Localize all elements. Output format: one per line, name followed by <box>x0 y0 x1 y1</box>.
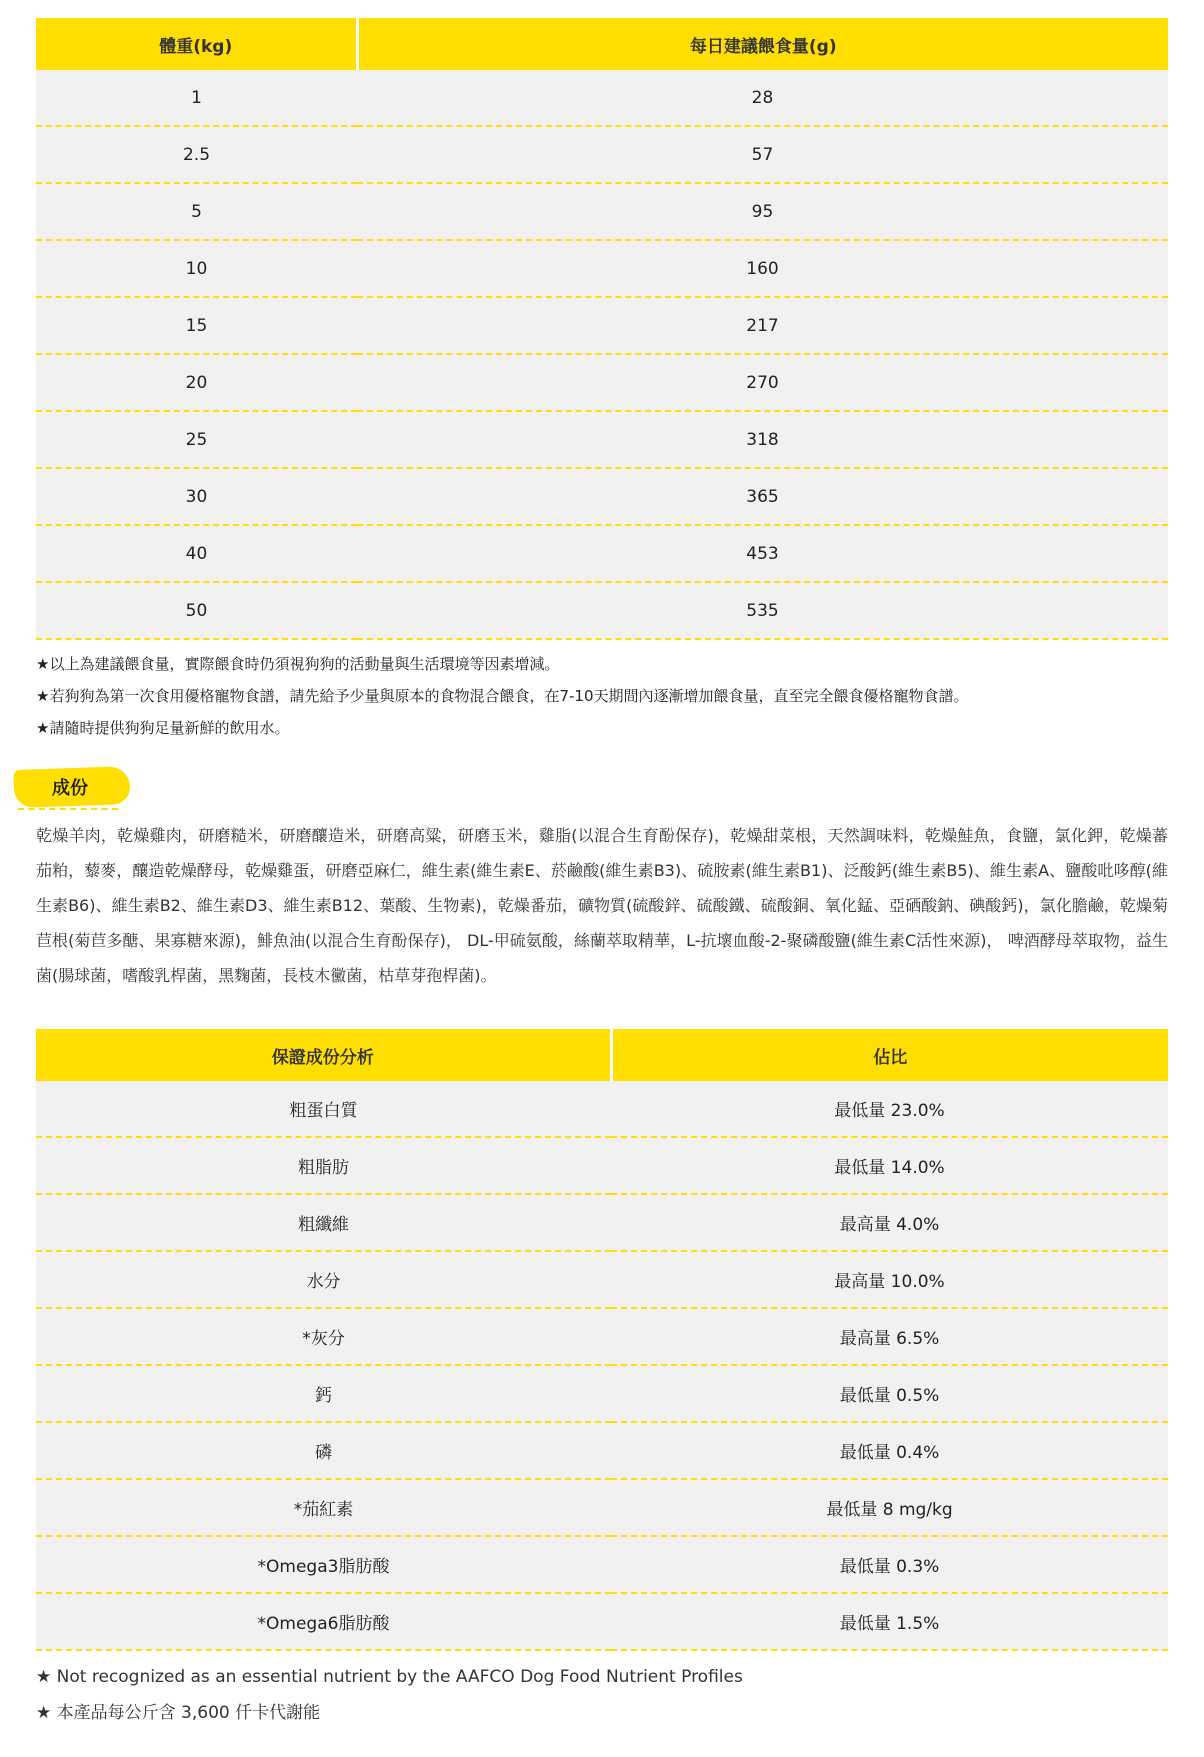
nutrient-cell: 粗蛋白質 <box>36 1081 611 1137</box>
table-row <box>36 1593 1168 1650</box>
table-row <box>36 1365 1168 1422</box>
table-row <box>36 1422 1168 1479</box>
amount-cell: 217 <box>357 297 1168 354</box>
header-daily-amount: 每日建議餵食量(g) <box>357 18 1168 70</box>
proportion-cell: 最高量 6.5% <box>611 1308 1168 1365</box>
proportion-cell: 最低量 0.3% <box>611 1536 1168 1593</box>
amount-cell: 318 <box>357 411 1168 468</box>
table-row <box>36 1479 1168 1536</box>
weight-cell: 25 <box>36 411 357 468</box>
proportion-cell: 最高量 10.0% <box>611 1251 1168 1308</box>
amount-cell: 535 <box>357 582 1168 639</box>
weight-cell: 20 <box>36 354 357 411</box>
footnote: ★ Not recognized as an essential nutrient by the AAFCO Dog Food Nutrient Profiles <box>36 1667 743 1687</box>
ingredients-heading <box>36 768 1168 806</box>
nutrient-cell: *Omega3脂肪酸 <box>36 1536 611 1593</box>
amount-cell: 95 <box>357 183 1168 240</box>
weight-cell: 50 <box>36 582 357 639</box>
header-weight: 體重(kg) <box>36 18 357 70</box>
table-row <box>36 468 1168 525</box>
ingredients-title: 成份 <box>52 778 88 799</box>
weight-cell: 2.5 <box>36 126 357 183</box>
weight-cell: 1 <box>36 70 357 126</box>
nutrient-cell: 粗纖維 <box>36 1194 611 1251</box>
table-row <box>36 126 1168 183</box>
table-row <box>36 354 1168 411</box>
header-nutrient: 保證成份分析 <box>36 1029 611 1081</box>
analysis-table-header-row <box>36 1029 1168 1081</box>
table-row <box>36 240 1168 297</box>
table-row <box>36 411 1168 468</box>
feeding-notes <box>36 648 1168 744</box>
table-row <box>36 1194 1168 1251</box>
nutrient-cell: 粗脂肪 <box>36 1137 611 1194</box>
table-row <box>36 1536 1168 1593</box>
table-row <box>36 525 1168 582</box>
nutrient-cell: 鈣 <box>36 1365 611 1422</box>
feeding-table-header-row <box>36 18 1168 70</box>
nutrient-cell: *茄紅素 <box>36 1479 611 1536</box>
table-row <box>36 1081 1168 1137</box>
table-row <box>36 297 1168 354</box>
analysis-table <box>36 1029 1168 1651</box>
proportion-cell: 最低量 0.5% <box>611 1365 1168 1422</box>
nutrient-cell: *灰分 <box>36 1308 611 1365</box>
feeding-note: ★若狗狗為第一次食用優格寵物食譜，請先給予少量與原本的食物混合餵食，在7-10天期間內逐漸增加餵食量，直至完全餵食優格寵物食譜。 <box>36 687 969 705</box>
proportion-cell: 最高量 4.0% <box>611 1194 1168 1251</box>
weight-cell: 5 <box>36 183 357 240</box>
heading-underline <box>18 808 118 810</box>
nutrient-cell: *Omega6脂肪酸 <box>36 1593 611 1650</box>
header-proportion: 佔比 <box>611 1029 1168 1081</box>
table-row <box>36 183 1168 240</box>
table-row <box>36 1308 1168 1365</box>
weight-cell: 30 <box>36 468 357 525</box>
amount-cell: 270 <box>357 354 1168 411</box>
table-row <box>36 70 1168 126</box>
nutrient-cell: 水分 <box>36 1251 611 1308</box>
proportion-cell: 最低量 0.4% <box>611 1422 1168 1479</box>
amount-cell: 28 <box>357 70 1168 126</box>
feeding-table <box>36 18 1168 640</box>
proportion-cell: 最低量 1.5% <box>611 1593 1168 1650</box>
weight-cell: 15 <box>36 297 357 354</box>
table-row <box>36 582 1168 639</box>
footnote: ★ 本產品每公斤含 3,600 仟卡代謝能 <box>36 1703 321 1723</box>
footnotes <box>36 1659 1168 1731</box>
weight-cell: 40 <box>36 525 357 582</box>
ingredients-text: 乾燥羊肉，乾燥雞肉，研磨糙米，研磨釀造米，研磨高粱，研磨玉米，雞脂(以混合生育酚保存)，乾燥甜菜根，天然調味料，乾燥鮭魚，食鹽，氯化鉀，乾燥蕃茄粕，藜麥，釀造乾燥酵母，乾燥雞蛋，研磨亞麻仁，維生素(維生素E、菸鹼酸(維生素B3)、硫胺素(維生素B1)、泛酸鈣(維生素B5)、維生素A、鹽酸吡哆醇(維生素B6)、維生素B2、維生素D3、維生素B12、葉酸、生物素)，乾燥番茄，礦物質(硫酸鋅、硫酸鐵、硫酸銅、氧化錳、亞硒酸鈉、碘酸鈣)，氯化膽鹼，乾燥菊苣根(菊苣多醣、果寡糖來源)，鯡魚油(以混合生育酚保存)， DL-甲硫氨酸，絲蘭萃取精華，L-抗壞血酸-2-聚磷酸鹽(維生素C活性來源)， 啤酒酵母萃取物，益生菌(腸球菌，嗜酸乳桿菌，黑麴菌，長枝木黴菌，枯草芽孢桿菌)。 <box>36 826 1168 985</box>
weight-cell: 10 <box>36 240 357 297</box>
amount-cell: 160 <box>357 240 1168 297</box>
nutrient-cell: 磷 <box>36 1422 611 1479</box>
amount-cell: 57 <box>357 126 1168 183</box>
proportion-cell: 最低量 8 mg/kg <box>611 1479 1168 1536</box>
analysis-table-body <box>36 1081 1168 1650</box>
table-row <box>36 1251 1168 1308</box>
amount-cell: 365 <box>357 468 1168 525</box>
feeding-note: ★請隨時提供狗狗足量新鮮的飲用水。 <box>36 719 290 737</box>
feeding-table-body <box>36 70 1168 639</box>
feeding-note: ★以上為建議餵食量，實際餵食時仍須視狗狗的活動量與生活環境等因素增減。 <box>36 655 560 673</box>
amount-cell: 453 <box>357 525 1168 582</box>
proportion-cell: 最低量 14.0% <box>611 1137 1168 1194</box>
table-row <box>36 1137 1168 1194</box>
proportion-cell: 最低量 23.0% <box>611 1081 1168 1137</box>
page-content <box>36 18 1168 1731</box>
